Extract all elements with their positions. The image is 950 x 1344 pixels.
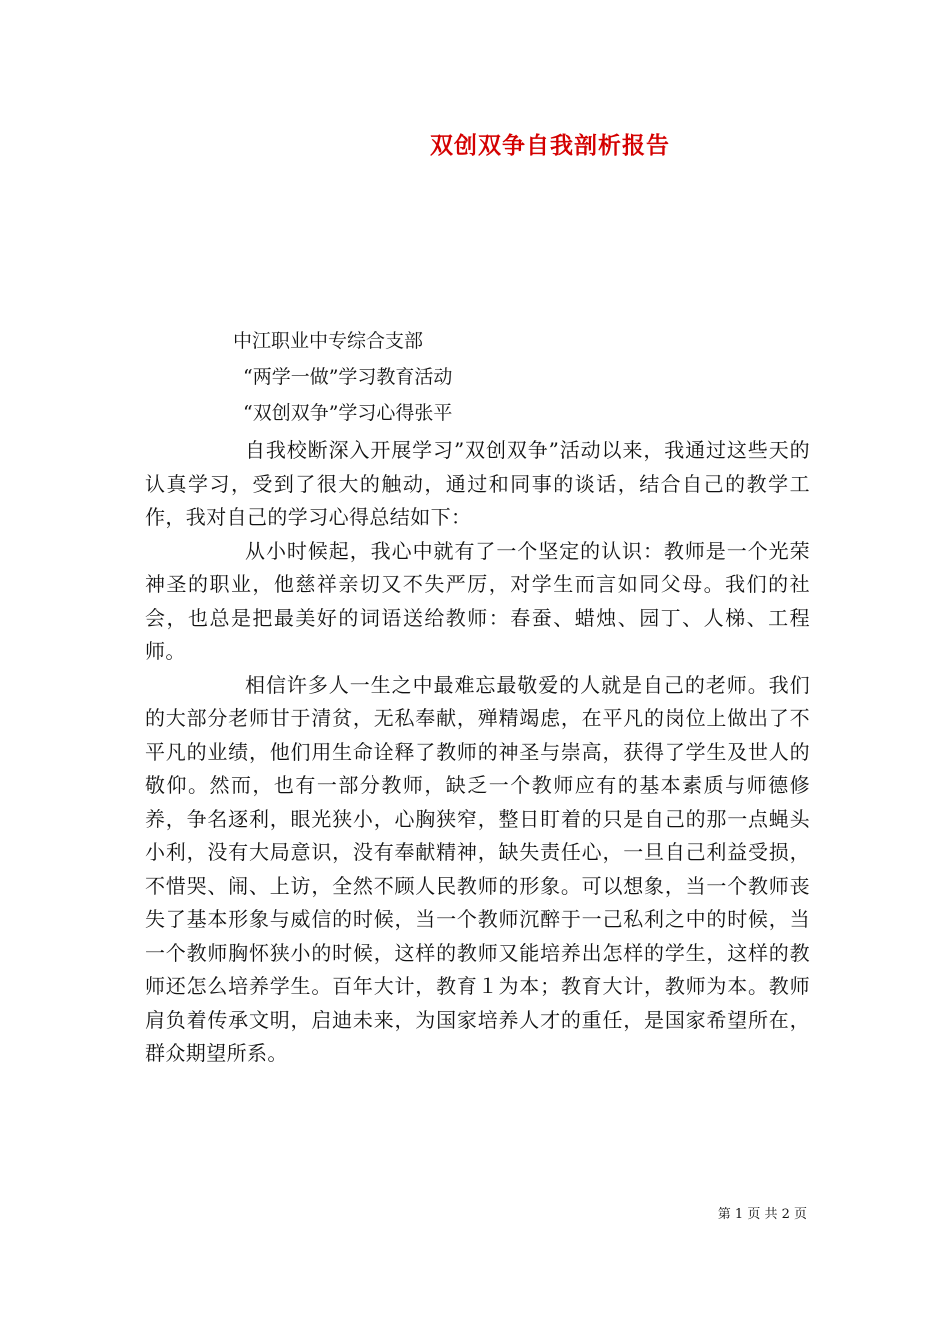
paragraph-teachers: 相信许多人一生之中最难忘最敬爱的人就是自己的老师。我们的大部分老师甘于清贫，无私奉献，殚精竭虑，在平凡的岗位上做出了不平凡的业绩，他们用生命诠释了教师的神圣与崇高，获得了学生及世人的敬仰。然而，也有一部分教师，缺乏一个教师应有的基本素质与师德修养，争名逐利，眼光狭小，心胸狭窄，整日盯着的只是自己的那一点蝇头小利，没有大局意识，没有奉献精神，缺失责任心，一旦自己利益受损，不惜哭、闹、上访，全然不顾人民教师的形象。可以想象，当一个教师丧失了基本形象与威信的时候，当一个教师沉醉于一己私利之中的时候，当一个教师胸怀狭小的时候，这样的教师又能培养出怎样的学生，这样的教师还怎么培养学生。百年大计，教育１为本；教育大计，教师为本。教师肩负着传承文明，启迪未来，为国家培养人才的重任，是国家希望所在，群众期望所系。 [145,672,810,1065]
document-body [145,434,810,1071]
header-line-activity: “两学一做”学习教育活动 [243,366,453,388]
page-footer: 第 1 页 共 2 页 [717,1207,807,1222]
header-line-subject: “双创双争”学习心得张平 [243,402,453,424]
paragraph-childhood: 从小时候起，我心中就有了一个坚定的认识：教师是一个光荣神圣的职业，他慈祥亲切又不失严厉，对学生而言如同父母。我们的社会，也总是把最美好的词语送给教师：春蚕、蜡烛、园丁、人梯、工程师。 [145,538,810,663]
document-title: 双创双争自我剖析报告 [430,133,670,159]
paragraph-intro: 自我校断深入开展学习”双创双争”活动以来，我通过这些天的认真学习，受到了很大的触动，通过和同事的谈话，结合自己的教学工作，我对自己的学习心得总结如下： [145,438,810,529]
header-line-branch: 中江职业中专综合支部 [233,330,424,352]
